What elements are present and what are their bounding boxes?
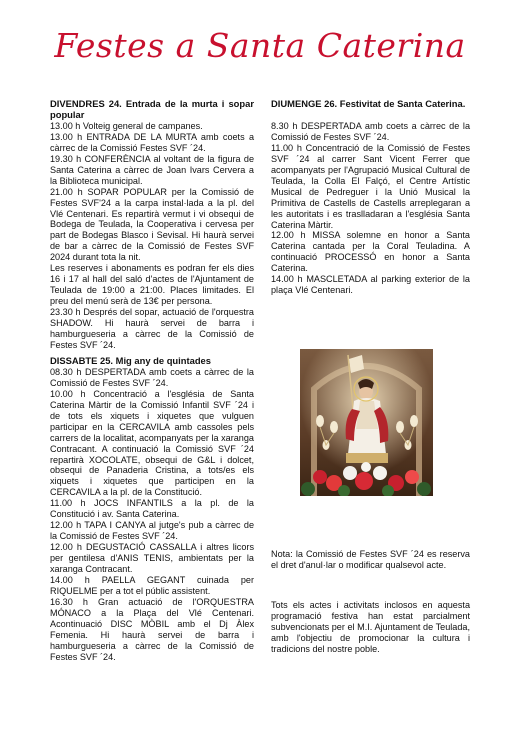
friday-item: 23.30 h Després del sopar, actuació de l'orquestra SHADOW. Hi haurà servei de barra i hamburgueseria a càrrec de la Comissió de Festes SVF ´24.: [50, 307, 254, 350]
saturday-item: 08.30 h DESPERTADA amb coets a càrrec de la Comissió de Festes SVF ´24.: [50, 366, 254, 388]
friday-item: 19.30 h CONFERÈNCIA al voltant de la figura de Santa Caterina a càrrec de Joan Ivars Cervera a la Biblioteca municipal.: [50, 153, 254, 186]
sunday-item: 14.00 h MASCLETADA al parking exterior de la plaça Vlé Centenari.: [271, 274, 470, 296]
saturday-item: 11.00 h JOCS INFANTILS a la pl. de la Constitució i av. Santa Caterina.: [50, 498, 254, 520]
note-block: [271, 549, 470, 571]
friday-item: 13.00 h ENTRADA DE LA MURTA amb coets a càrrec de la Comissió Festes SVF ´24.: [50, 131, 254, 153]
sunday-item: 11.00 h Concentració de la Comissió de Festes SVF ´24 al carrer Sant Vicent Ferrer que acompanyats per l'Agrupació Musical Cultural de Teulada, la Colla El Falçó, el Centre Artístic Musical de Pedreguer i la Unió Musical la Primitiva de Castells de Castells arreplegaran a les autoritats i es traslladaran a l'església Santa Caterina Màrtir.: [271, 142, 470, 230]
saturday-heading: DISSABTE 25. Mig any de quintades: [50, 354, 211, 366]
saturday-item: 12.00 h TAPA I CANYA al jutge's pub a càrrec de la Comissió de Festes SVF ´24.: [50, 520, 254, 542]
friday-item: 21.00 h SOPAR POPULAR per la Comissió de Festes SVF'24 a la carpa instal·lada a la pl. del Vlé Centenari. Es repartirà vermut i vi obsequi de Bodega de Teulada, la Cooperativa i cervesa per part de Bodegas Blasco i Sevisal. Hi haurà servei de bar a càrrec de la Comissió de Festes SVF 2024 durant tota la nit.: [50, 186, 254, 263]
friday-item: 13.00 h Volteig general de campanes.: [50, 120, 203, 131]
saturday-item: 16.30 h Gran actuació de l'ORQUESTRA MÓNACO a la Plaça del Vlé Centenari. Acontinuació DISC MÒBIL amb el Dj Àlex Femenia. Hi haurà servei de barra i hamburgueseria a càrrec de la Comissió de Festes SVF ´24.: [50, 596, 254, 662]
disclaimer-block: [271, 600, 470, 655]
saint-statue-photo: [300, 349, 433, 496]
right-column: [271, 99, 470, 296]
disclaimer-text: Tots els actes i activitats inclosos en aquesta programació festiva han estat parcialment subvencionats per el M.I. Ajuntament de Teulada, amb l'objectiu de promocionar la cultura i tradicions del nostre poble.: [271, 600, 470, 654]
sunday-item: 12.00 h MISSA solemne en honor a Santa Caterina cantada per la Coral Teuladina. A continuació PROCESSÓ en honor a Santa Caterina.: [271, 230, 470, 274]
sunday-heading: DIUMENGE 26. Festivitat de Santa Caterina.: [271, 98, 466, 109]
sunday-item: 8.30 h DESPERTADA amb coets a càrrec de la Comissió de Festes SVF ´24.: [271, 120, 470, 142]
saturday-item: 12.00 h DEGUSTACIÓ CASSALLA i altres licors per gentilesa d'ANIS TENIS, ambientats per la xaranga Contracant.: [50, 542, 254, 575]
left-column: [50, 99, 254, 663]
friday-heading: DIVENDRES 24. Entrada de la murta i sopar popular: [50, 98, 254, 120]
friday-item: Les reserves i abonaments es podran fer els dies 16 i 17 al hall del saló d'actes de l'Ajuntament de Teulada de 19:00 a 21:00. Places limitades. El preu del menú serà de 13€ per persona.: [50, 263, 254, 307]
saturday-item: 14.00 h PAELLA GEGANT cuinada per RIQUELME per a tot el públic assistent.: [50, 574, 254, 596]
note-text: Nota: la Comissió de Festes SVF ´24 es reserva el dret d'anul·lar o modificar qualsevol acte.: [271, 549, 470, 570]
page-title: Festes a Santa Caterina: [54, 26, 466, 65]
saturday-item: 10.00 h Concentració a l'església de Santa Caterina Màrtir de la Comissió Infantil SVF ´24 i de tots els xiquets i xiquetes que vulguen participar en la CERCAVILA amb cassoles pels carrers de la localitat, acompanyats per la xaranga Contracant. A continuació la Comissió SVF ´24 repartirà XOCOLATE, obsequi de G&L i dolcet, obsequi de Panaderia Cristina, a tots/es els xiquets i xiquetes que participen en la CERCAVILA a la pl. de la Constitució.: [50, 388, 254, 498]
